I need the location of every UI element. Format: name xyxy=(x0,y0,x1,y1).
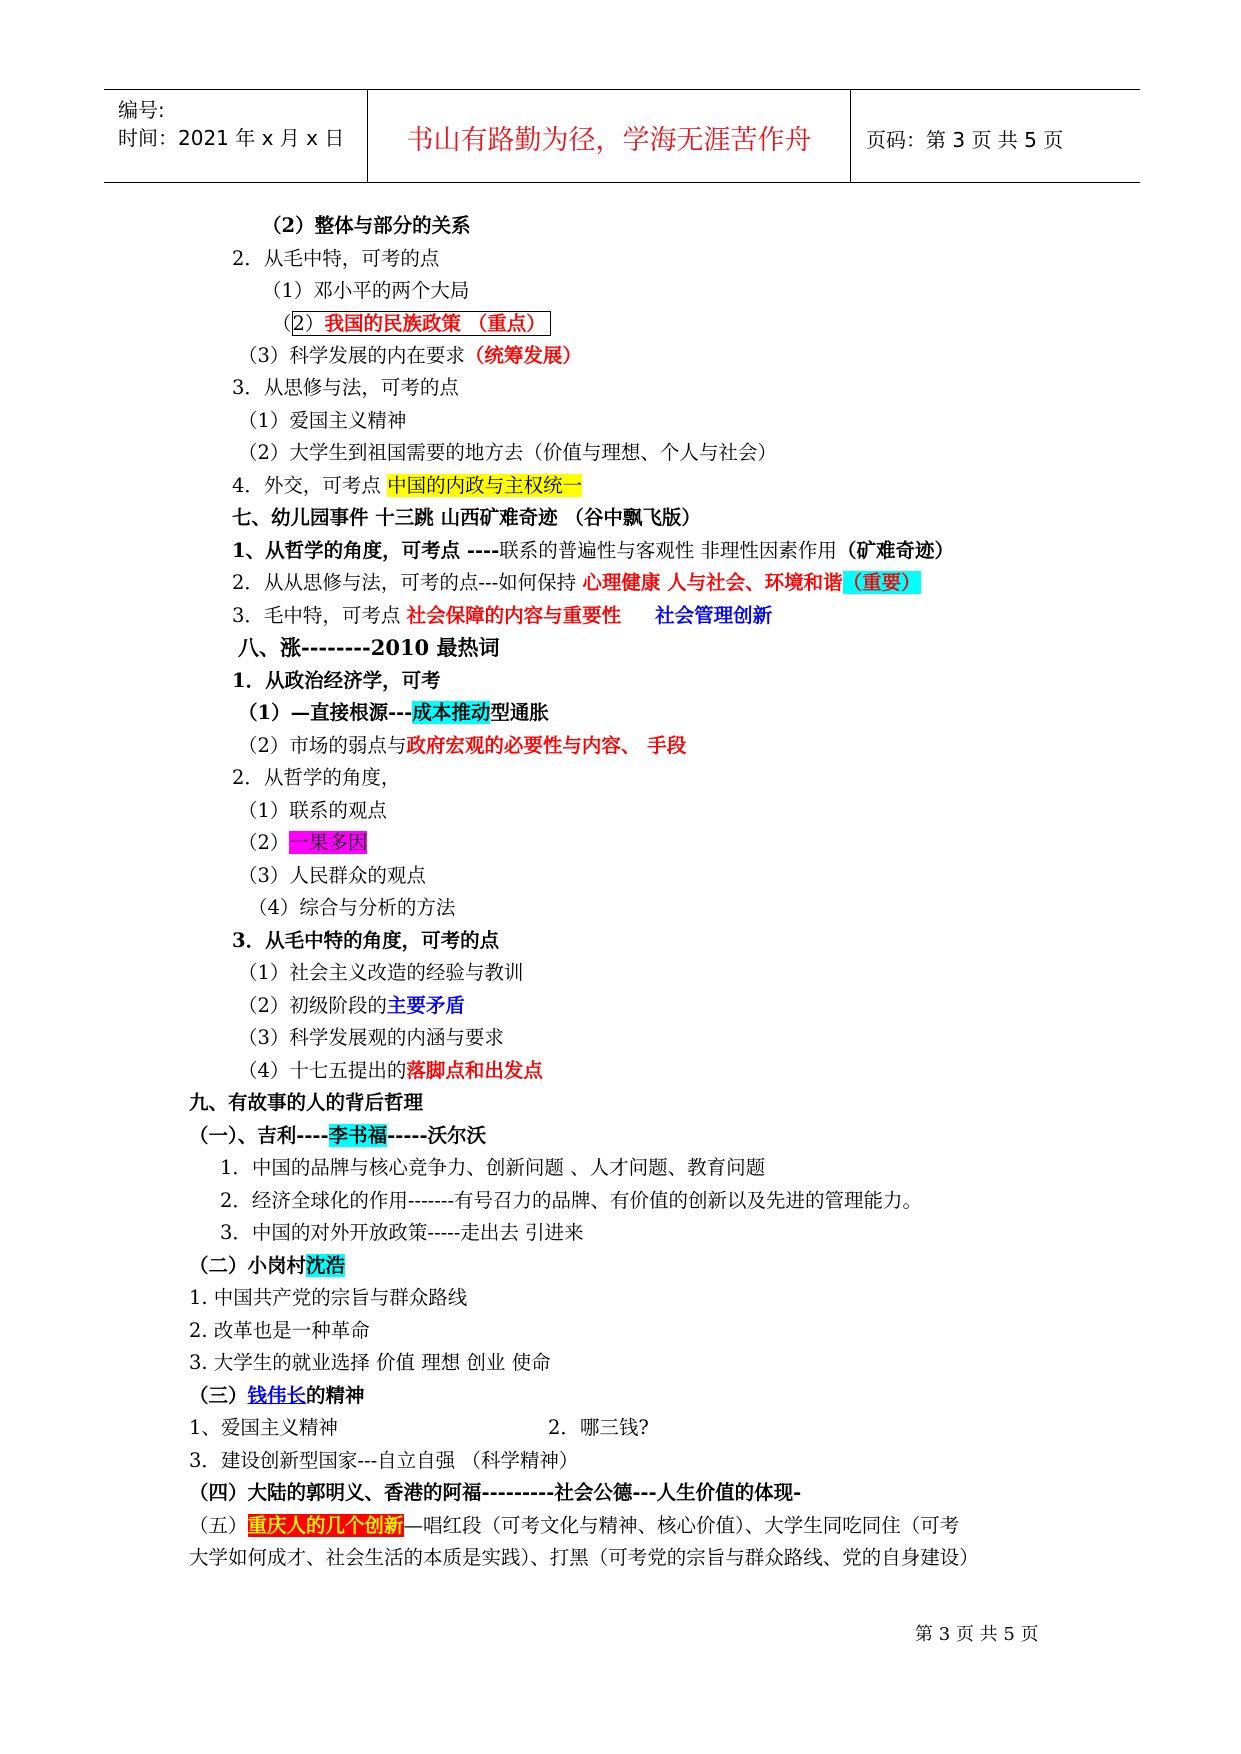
text-line: 1. 中国共产党的宗旨与群众路线 xyxy=(189,1286,468,1309)
subsection-heading: （四）大陆的郭明义、香港的阿福---------社会公德---人生价值的体现- xyxy=(189,1481,802,1504)
text-line: 1、从哲学的角度，可考点 ----联系的普遍性与客观性 非理性因素作用（矿难奇迹） xyxy=(232,539,954,562)
page-footer: 第 3 页 共 5 页 xyxy=(915,1624,1039,1645)
text-line: 3．从毛中特的角度，可考的点 xyxy=(232,929,500,952)
page-header xyxy=(104,89,1140,183)
text-line: 3．从思修与法，可考的点 xyxy=(232,376,459,399)
text-line: （1）社会主义改造的经验与教训 xyxy=(238,961,524,984)
text-line: 大学如何成才、社会生活的本质是实践）、打黑（可考党的宗旨与群众路线、党的自身建设） xyxy=(189,1546,979,1569)
text-line: 4．外交，可考点 中国的内政与主权统一 xyxy=(232,474,583,497)
text-line: （2）我国的民族政策 （重点） xyxy=(272,310,551,338)
text-line: （3）科学发展的内在要求（统筹发展） xyxy=(238,344,582,367)
text-line: 2．从从思修与法，可考的点---如何保持 心理健康 人与社会、环境和谐（重要） xyxy=(232,571,921,594)
header-right-cell xyxy=(852,90,1140,182)
subsection-heading: （三）钱伟长的精神 xyxy=(189,1384,365,1407)
header-motto: 书山有路勤为径，学海无涯苦作舟 xyxy=(406,125,812,156)
text-line: （3）人民群众的观点 xyxy=(238,864,426,887)
subsection-heading: （二）小岗村沈浩 xyxy=(189,1254,346,1277)
text-line: 3．毛中特，可考点 社会保障的内容与重要性 社会管理创新 xyxy=(232,604,773,627)
text-line: （1）爱国主义精神 xyxy=(238,409,407,432)
section-heading: 八、涨--------2010 最热词 xyxy=(238,635,500,660)
text-line: （2）初级阶段的主要矛盾 xyxy=(238,994,465,1017)
text-line: （4）综合与分析的方法 xyxy=(248,896,456,919)
text-line: （1）邓小平的两个大局 xyxy=(262,279,470,302)
header-center-cell xyxy=(368,90,851,182)
text-line: 1．中国的品牌与核心竞争力、创新问题 、人才问题、教育问题 xyxy=(220,1156,766,1179)
text-line: 2. 改革也是一种革命 xyxy=(189,1319,370,1342)
text-line: （1）联系的观点 xyxy=(238,799,387,822)
text-line: （2）整体与部分的关系 xyxy=(262,214,471,237)
subsection-heading: （一）、吉利----李书福-----沃尔沃 xyxy=(189,1124,487,1147)
text-line: 3．建设创新型国家---自立自强 （科学精神） xyxy=(189,1449,579,1472)
header-left-cell xyxy=(104,90,368,182)
text-line: 1、爱国主义精神 xyxy=(189,1416,338,1439)
text-line: 2．哪三钱? xyxy=(548,1416,649,1439)
document-time-label: 时间：2021 年 x 月 x 日 xyxy=(118,126,345,150)
text-line: 3. 大学生的就业选择 价值 理想 创业 使命 xyxy=(189,1351,551,1374)
text-line: （2）一果多因 xyxy=(238,831,368,854)
text-line: （2）市场的弱点与政府宏观的必要性与内容、 手段 xyxy=(238,734,687,757)
text-line: 2．从毛中特，可考的点 xyxy=(232,247,440,270)
text-line: 1．从政治经济学，可考 xyxy=(232,669,441,692)
section-heading: 九、有故事的人的背后哲理 xyxy=(189,1091,424,1114)
text-line: 2．经济全球化的作用-------有号召力的品牌、有价值的创新以及先进的管理能力。 xyxy=(220,1189,923,1212)
header-page-label: 页码：第 3 页 共 5 页 xyxy=(866,128,1064,152)
text-line: （3）科学发展观的内涵与要求 xyxy=(238,1026,504,1049)
text-line: 3．中国的对外开放政策-----走出去 引进来 xyxy=(220,1221,584,1244)
section-heading: 七、幼儿园事件 十三跳 山西矿难奇迹 （谷中飘飞版） xyxy=(232,506,701,529)
text-line: （1）—直接根源---成本推动型通胀 xyxy=(238,701,549,724)
text-line: （4）十七五提出的落脚点和出发点 xyxy=(238,1059,543,1082)
qian-weichang-link[interactable]: 钱伟长 xyxy=(247,1384,307,1407)
text-line: （2）大学生到祖国需要的地方去（价值与理想、个人与社会） xyxy=(238,441,777,464)
text-line: （五）重庆人的几个创新—唱红段（可考文化与精神、核心价值）、大学生同吃同住（可考 xyxy=(189,1514,960,1537)
document-number-label: 编号: xyxy=(118,98,165,122)
text-line: 2．从哲学的角度， xyxy=(232,766,401,789)
